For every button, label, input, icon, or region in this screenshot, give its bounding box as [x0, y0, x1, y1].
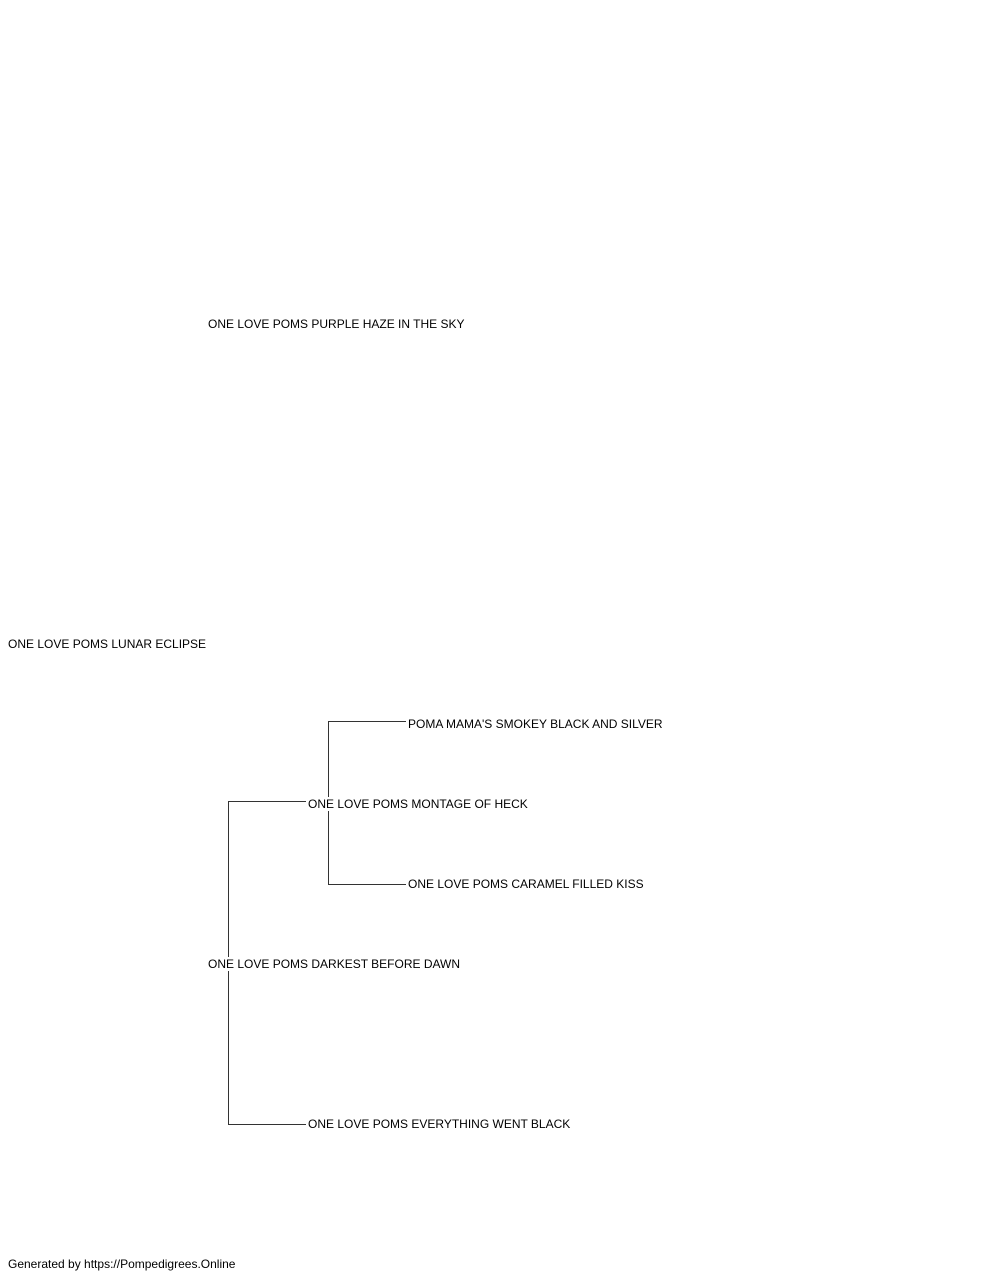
sire-name: ONE LOVE POMS PURPLE HAZE IN THE SKY: [208, 317, 465, 331]
connector-dam-dam: [228, 1124, 306, 1125]
dam-sire-dam-name: ONE LOVE POMS CARAMEL FILLED KISS: [408, 877, 644, 891]
dam-sire-sire-name: POMA MAMA'S SMOKEY BLACK AND SILVER: [408, 717, 663, 731]
generated-by-footer: Generated by https://Pompedigrees.Online: [8, 1257, 236, 1271]
subject-dog-name: ONE LOVE POMS LUNAR ECLIPSE: [8, 637, 207, 651]
dam-dam-name: ONE LOVE POMS EVERYTHING WENT BLACK: [308, 1117, 571, 1131]
connector-dam-sire: [228, 801, 306, 802]
connector-dam-sire-dam: [328, 884, 406, 885]
dam-sire-name: ONE LOVE POMS MONTAGE OF HECK: [308, 797, 528, 811]
connector-dam-sire-sire: [328, 721, 406, 722]
dam-name: ONE LOVE POMS DARKEST BEFORE DAWN: [208, 957, 461, 971]
